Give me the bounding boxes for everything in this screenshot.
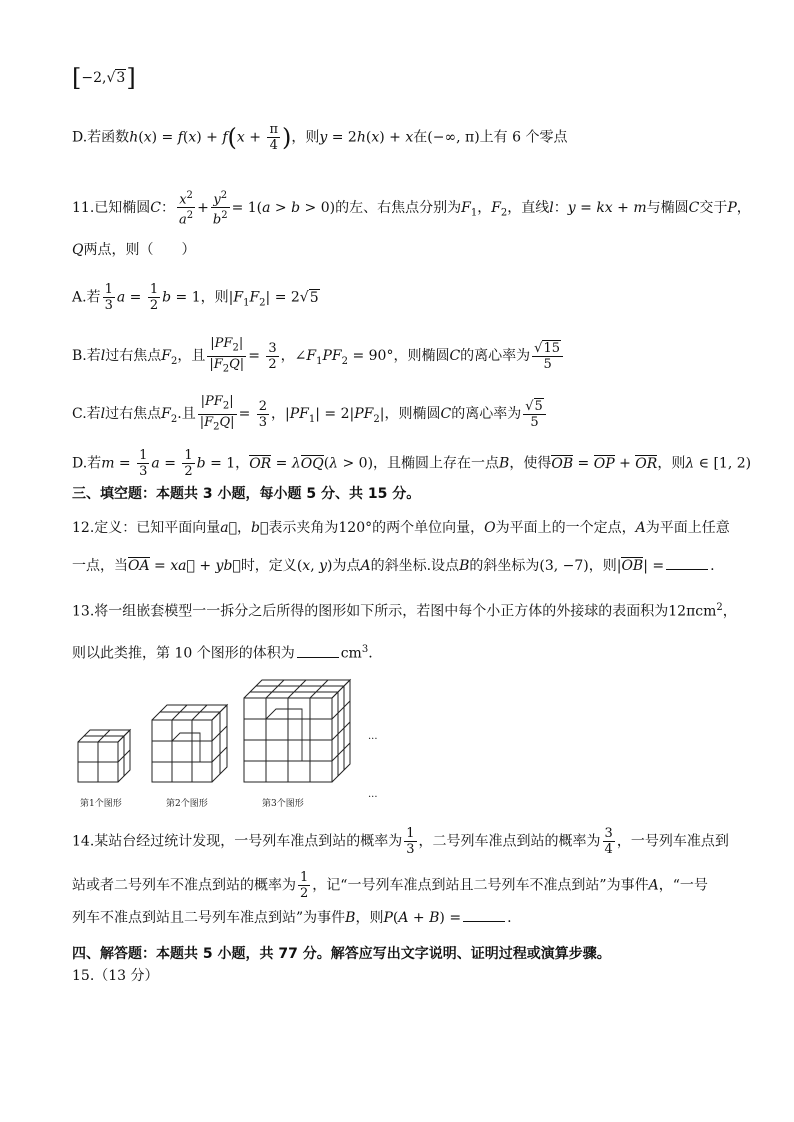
q11-stem-line2: Q两点，则（ ） [72, 242, 196, 258]
q11-option-a: A.若 $\frac{1}{3}$ a = $\frac{1}{2}$ b = 1，则$|F_1F_2| = 2√5$ [72, 282, 319, 313]
section3-heading: 三、填空题：本题共 3 小题，每小题 5 分、共 15 分。 [72, 486, 421, 502]
q11-stem-line1: 11.已知椭圆C： $\frac{x^2}{a^2}$ + $\frac{y^2}{b^2}$ = 1(a > b > 0)的左、右焦点分别为$F_1$，$F_2$，直线l：y = kx + m与椭圆C交于P， [72, 190, 751, 228]
interval-line: [−2,√3] [72, 64, 136, 92]
q11-option-c: C.若l过右焦点$F_2$.且 $\frac{|PF_2|}{|F_2Q|}$ = $\frac{2}{3}$ ，$|PF_1| = 2|PF_2|$，则椭圆C的离心率为 $\frac{√5}{5}$ [72, 394, 548, 434]
figure-2-cubes [152, 705, 227, 782]
figure-3-cubes [244, 680, 350, 782]
q11-option-b: B.若l过右焦点$F_2$，且 $\frac{|PF_2|}{|F_2Q|}$ = $\frac{3}{2}$ ，$\angle F_1PF_2 = 90^\circ$，则椭圆C的离心率为 $\frac{√15}{5}$ [72, 336, 565, 376]
caption-ellipsis: ··· [368, 792, 378, 803]
caption-figure-1: 第1个图形 [80, 799, 122, 809]
q11-option-d: D.若m = $\frac{1}{3}$ a = $\frac{1}{2}$ b = 1，OR = λOQ(λ > 0)，且椭圆上存在一点B，使得OB = OP + OR，则λ ∈ [1, 2) [72, 448, 752, 479]
figure-ellipsis: ··· [368, 734, 378, 745]
q15-label: 15.（13 分） [72, 968, 159, 984]
q14-line1: 14.某站台经过统计发现，一号列车准点到站的概率为 $\frac{1}{3}$ ，二号列车准点到站的概率为 $\frac{3}{4}$ ，一号列车准点到 [72, 826, 729, 857]
q12-answer-blank [666, 557, 708, 570]
q14-line3: 列车不准点到站且二号列车准点到站”为事件B，则P(A + B) = . [72, 910, 512, 926]
q13-line1: 13.将一组嵌套模型一一拆分之后所得的图形如下所示，若图中每个小正方体的外接球的表面积为12πcm$^2$， [72, 602, 737, 620]
q14-answer-blank [463, 909, 505, 922]
section4-heading: 四、解答题：本题共 5 小题，共 77 分。解答应写出文字说明、证明过程或演算步骤。 [72, 946, 611, 962]
caption-figure-3: 第3个图形 [262, 799, 304, 809]
q14-line2: 站或者二号列车不准点到站的概率为 $\frac{1}{2}$ ，记“一号列车准点到站且二号列车不准点到站”为事件A，“一号 [72, 870, 708, 901]
option-d-prev: D.若函数h(x) = f(x) + f(x + $\frac{\pi}{4}$ )，则y = 2h(x) + x在(−∞, π)上有 6 个零点 [72, 122, 568, 153]
q12-line2: 一点，当OA = xa⃗ + yb⃗时，定义(x, y)为点A的斜坐标.设点B的斜坐标为(3, −7)，则|OB| = . [72, 558, 715, 574]
caption-figure-2: 第2个图形 [166, 799, 208, 809]
q13-line2: 则以此类推，第 10 个图形的体积为 $cm^3$. [72, 644, 373, 662]
q13-answer-blank [297, 645, 339, 658]
q12-line1: 12.定义：已知平面向量a⃗，b⃗表示夹角为120°的两个单位向量，O为平面上的一个定点，A为平面上任意 [72, 520, 730, 536]
figure-1-cubes [78, 730, 130, 782]
nested-cubes-figure [70, 672, 390, 796]
